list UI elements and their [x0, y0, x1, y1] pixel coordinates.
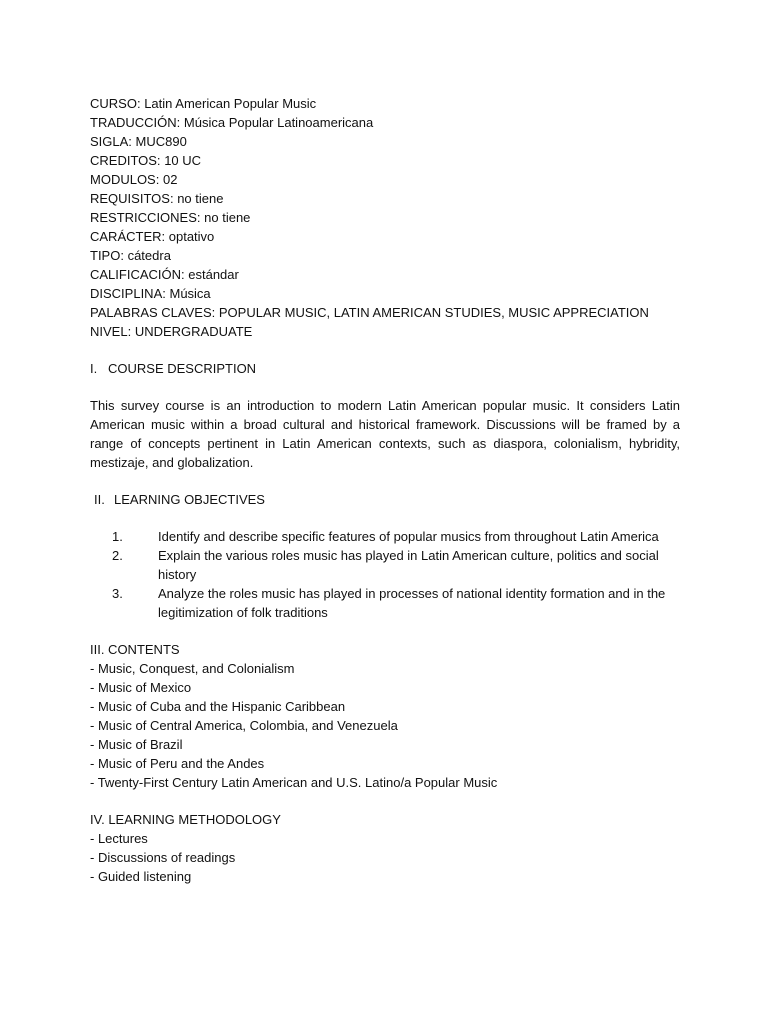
field-label: MODULOS:	[90, 172, 160, 187]
list-item: - Twenty-First Century Latin American and U.S. Latino/a Popular Music	[90, 775, 498, 790]
list-item: - Music, Conquest, and Colonialism	[90, 661, 295, 676]
spacer	[90, 792, 690, 810]
field-palabras-claves	[90, 303, 690, 322]
field-restricciones	[90, 208, 690, 227]
list-item: - Music of Mexico	[90, 680, 192, 695]
field-nivel	[90, 322, 690, 341]
spacer	[90, 509, 690, 527]
objective-item	[90, 546, 690, 584]
field-caracter	[90, 227, 690, 246]
field-value: MUC890	[135, 134, 187, 149]
field-value: no tiene	[177, 191, 224, 206]
field-label: SIGLA:	[90, 134, 132, 149]
section-heading-learning-methodology: IV. LEARNING METHODOLOGY	[90, 812, 281, 827]
spacer	[90, 378, 690, 396]
objective-item	[90, 584, 690, 622]
field-label: TRADUCCIÓN:	[90, 115, 181, 130]
field-label: CARÁCTER:	[90, 229, 166, 244]
list-item: - Music of Peru and the Andes	[90, 756, 265, 771]
field-calificacion	[90, 265, 690, 284]
field-label: PALABRAS CLAVES:	[90, 305, 216, 320]
methodology-list	[90, 829, 690, 886]
section-heading-course-description	[90, 359, 690, 378]
field-value: POPULAR MUSIC, LATIN AMERICAN STUDIES, MUSIC APPRECIATION	[218, 305, 649, 320]
field-value: 02	[162, 172, 178, 187]
spacer	[90, 341, 690, 359]
section-number: II.	[94, 492, 105, 507]
field-label: REQUISITOS:	[90, 191, 174, 206]
contents-list	[90, 659, 690, 792]
field-creditos	[90, 151, 690, 170]
list-item: - Music of Brazil	[90, 737, 183, 752]
field-label: CURSO:	[90, 96, 141, 111]
section-number: I.	[90, 361, 98, 376]
objective-item	[90, 527, 690, 546]
field-value: Música Popular Latinoamericana	[183, 115, 374, 130]
field-label: CALIFICACIÓN:	[90, 267, 185, 282]
section-title: LEARNING OBJECTIVES	[114, 492, 265, 507]
field-label: RESTRICCIONES:	[90, 210, 201, 225]
spacer	[90, 472, 690, 490]
field-label: TIPO:	[90, 248, 124, 263]
section-title: COURSE DESCRIPTION	[108, 361, 257, 376]
field-label: NIVEL:	[90, 324, 132, 339]
field-value: Música	[169, 286, 211, 301]
objectives-list	[90, 527, 690, 622]
field-value: estándar	[188, 267, 239, 282]
list-item: - Discussions of readings	[90, 850, 236, 865]
field-value: Latin American Popular Music	[144, 96, 317, 111]
section-heading-contents: III. CONTENTS	[90, 642, 180, 657]
objective-text: Identify and describe specific features of popular musics from throughout Latin America	[158, 529, 659, 544]
course-description-paragraph: This survey course is an introduction to modern Latin American popular music. It considers Latin American music within a broad cultural and historical framework. Discussions will be framed by a range of concepts pertinent in Latin American contexts, such as diaspora, colonialism, hybridity, mestizaje, and globalization.	[90, 398, 680, 470]
field-value: no tiene	[204, 210, 251, 225]
list-item: - Guided listening	[90, 869, 192, 884]
field-value: UNDERGRADUATE	[134, 324, 253, 339]
field-label: DISCIPLINA:	[90, 286, 166, 301]
field-requisitos	[90, 189, 690, 208]
document-page	[90, 94, 690, 886]
field-value: optativo	[168, 229, 215, 244]
field-disciplina	[90, 284, 690, 303]
field-value: cátedra	[127, 248, 171, 263]
course-info-block	[90, 94, 690, 341]
field-curso	[90, 94, 690, 113]
field-sigla	[90, 132, 690, 151]
objective-number: 1.	[112, 529, 123, 544]
field-modulos	[90, 170, 690, 189]
spacer	[90, 622, 690, 640]
objective-text: Analyze the roles music has played in processes of national identity formation and in the legitimization of folk traditions	[158, 586, 666, 620]
list-item: - Lectures	[90, 831, 148, 846]
field-label: CREDITOS:	[90, 153, 161, 168]
list-item: - Music of Central America, Colombia, and Venezuela	[90, 718, 398, 733]
field-value: 10 UC	[164, 153, 202, 168]
list-item: - Music of Cuba and the Hispanic Caribbean	[90, 699, 346, 714]
objective-number: 2.	[112, 548, 123, 563]
section-heading-learning-objectives	[90, 490, 690, 509]
field-tipo	[90, 246, 690, 265]
field-traduccion	[90, 113, 690, 132]
objective-text: Explain the various roles music has played in Latin American culture, politics and social history	[158, 548, 659, 582]
objective-number: 3.	[112, 586, 123, 601]
